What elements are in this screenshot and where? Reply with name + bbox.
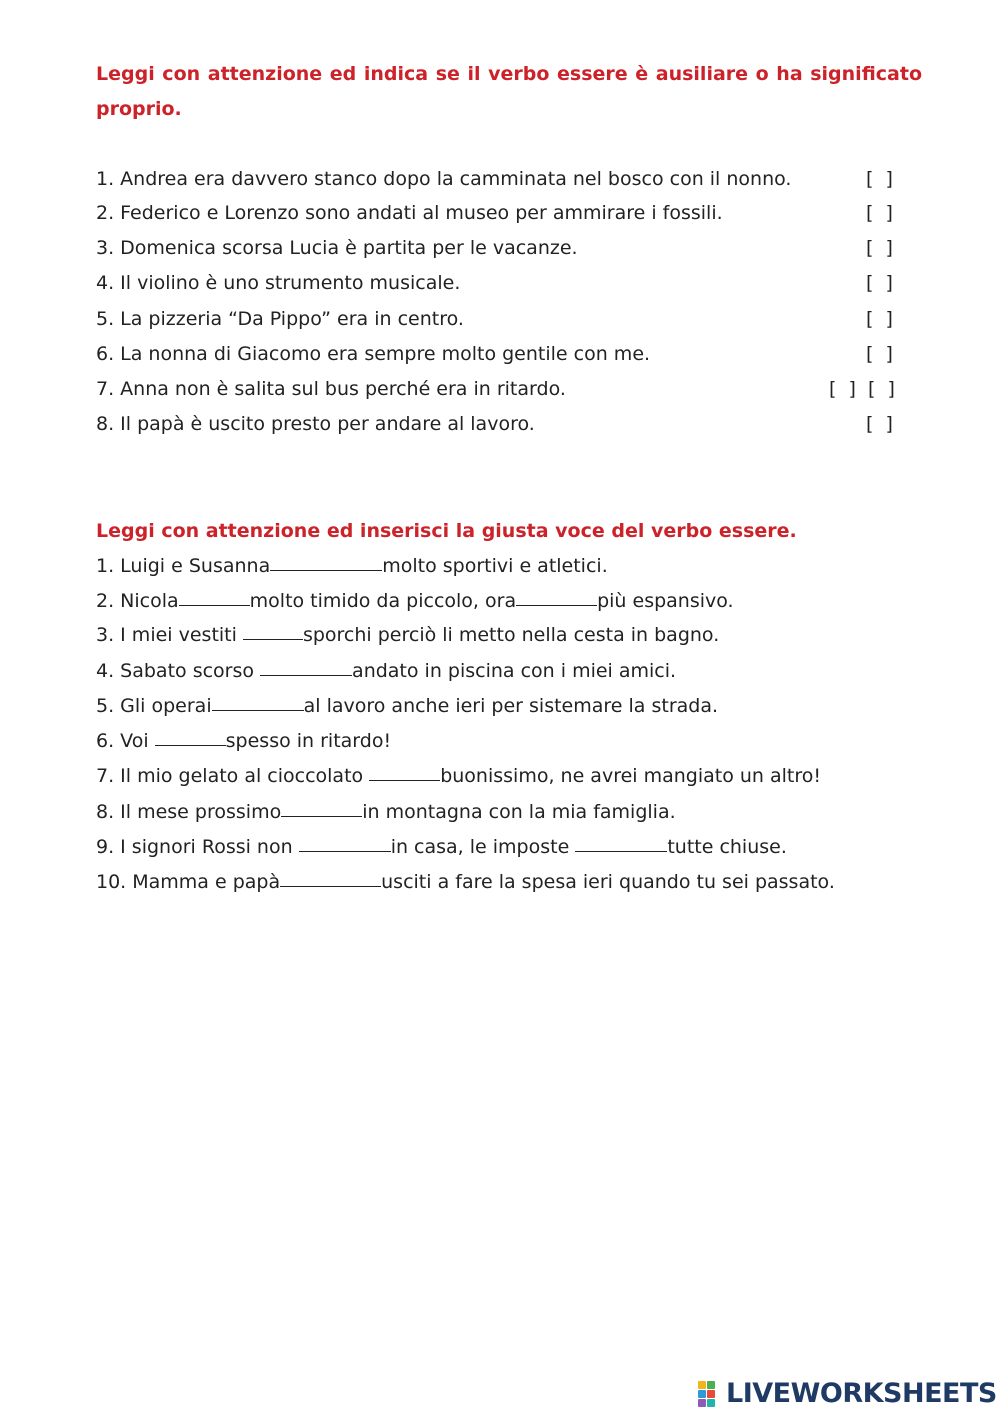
sentence-end: in montagna con la mia famiglia. bbox=[362, 801, 676, 823]
exercise-2-item bbox=[96, 762, 821, 790]
answer-blank[interactable] bbox=[281, 798, 362, 817]
liveworksheets-brand[interactable] bbox=[698, 1378, 997, 1409]
exercise-1-heading: Leggi con attenzione ed indica se il verbo essere è ausiliare o ha significato proprio. bbox=[96, 63, 922, 120]
sentence-end: sporchi perciò li metto nella cesta in bagno. bbox=[302, 624, 720, 646]
sentence-end: buonissimo, ne avrei mangiato un altro! bbox=[440, 765, 822, 787]
sentence-end: usciti a fare la spesa ieri quando tu sei passato. bbox=[381, 871, 835, 893]
answer-bracket[interactable]: [ ] bbox=[866, 413, 893, 435]
answer-blank[interactable] bbox=[280, 868, 381, 887]
sentence-middle: in casa, le imposte bbox=[390, 836, 576, 858]
sentence-start: 5. Gli operai bbox=[96, 695, 212, 717]
exercise-1-item: 2. Federico e Lorenzo sono andati al museo per ammirare i fossili. bbox=[96, 202, 723, 224]
sentence-start: 10. Mamma e papà bbox=[96, 871, 281, 893]
sentence-middle: molto timido da piccolo, ora bbox=[249, 590, 517, 612]
exercise-1-item: 1. Andrea era davvero stanco dopo la camminata nel bosco con il nonno. bbox=[96, 168, 792, 190]
answer-bracket[interactable]: [ ] bbox=[866, 308, 893, 330]
exercise-2-item bbox=[96, 692, 718, 720]
answer-blank[interactable] bbox=[179, 587, 250, 606]
exercise-2-heading: Leggi con attenzione ed inserisci la giusta voce del verbo essere. bbox=[96, 520, 797, 542]
sentence-start: 7. Il mio gelato al cioccolato bbox=[96, 765, 370, 787]
sentence-end: al lavoro anche ieri per sistemare la strada. bbox=[303, 695, 719, 717]
exercise-1-item: 5. La pizzeria “Da Pippo” era in centro. bbox=[96, 308, 464, 330]
answer-blank[interactable] bbox=[212, 692, 304, 711]
sentence-start: 1. Luigi e Susanna bbox=[96, 555, 271, 577]
sentence-end: molto sportivi e atletici. bbox=[382, 555, 608, 577]
answer-blank[interactable] bbox=[299, 833, 391, 852]
answer-bracket[interactable]: [ ] bbox=[866, 168, 893, 190]
sentence-end: spesso in ritardo! bbox=[225, 730, 392, 752]
sentence-start: 3. I miei vestiti bbox=[96, 624, 243, 646]
exercise-2-item bbox=[96, 833, 787, 861]
exercise-2-item bbox=[96, 727, 391, 755]
answer-blank[interactable] bbox=[243, 621, 303, 640]
exercise-1-item: 6. La nonna di Giacomo era sempre molto gentile con me. bbox=[96, 343, 651, 365]
sentence-start: 6. Voi bbox=[96, 730, 155, 752]
exercise-2-item bbox=[96, 587, 734, 615]
sentence-end: andato in piscina con i miei amici. bbox=[352, 660, 677, 682]
exercise-1-item: 8. Il papà è uscito presto per andare al lavoro. bbox=[96, 413, 535, 435]
answer-blank[interactable] bbox=[260, 657, 352, 676]
exercise-2-item bbox=[96, 798, 676, 826]
exercise-2-item bbox=[96, 657, 676, 685]
answer-bracket-pair[interactable]: [ ] [ ] bbox=[829, 378, 895, 400]
exercise-1-item: 7. Anna non è salita sul bus perché era in ritardo. bbox=[96, 378, 566, 400]
answer-blank[interactable] bbox=[270, 552, 382, 571]
sentence-end: tutte chiuse. bbox=[667, 836, 787, 858]
answer-blank[interactable] bbox=[369, 762, 440, 781]
exercise-1-item: 3. Domenica scorsa Lucia è partita per le vacanze. bbox=[96, 237, 578, 259]
answer-bracket[interactable]: [ ] bbox=[866, 237, 893, 259]
exercise-2-item bbox=[96, 621, 719, 649]
liveworksheets-logo-icon bbox=[698, 1381, 724, 1407]
exercise-2-item bbox=[96, 868, 835, 896]
answer-bracket[interactable]: [ ] bbox=[866, 272, 893, 294]
answer-blank[interactable] bbox=[155, 727, 226, 746]
answer-blank[interactable] bbox=[575, 833, 667, 852]
sentence-start: 8. Il mese prossimo bbox=[96, 801, 282, 823]
answer-bracket[interactable]: [ ] bbox=[866, 343, 893, 365]
sentence-start: 4. Sabato scorso bbox=[96, 660, 261, 682]
exercise-2-item bbox=[96, 552, 608, 580]
answer-bracket[interactable]: [ ] bbox=[866, 202, 893, 224]
exercise-1-item: 4. Il violino è uno strumento musicale. bbox=[96, 272, 461, 294]
sentence-start: 9. I signori Rossi non bbox=[96, 836, 299, 858]
sentence-end: più espansivo. bbox=[597, 590, 734, 612]
sentence-start: 2. Nicola bbox=[96, 590, 179, 612]
brand-name: LIVEWORKSHEETS bbox=[726, 1378, 997, 1409]
answer-blank[interactable] bbox=[516, 587, 597, 606]
